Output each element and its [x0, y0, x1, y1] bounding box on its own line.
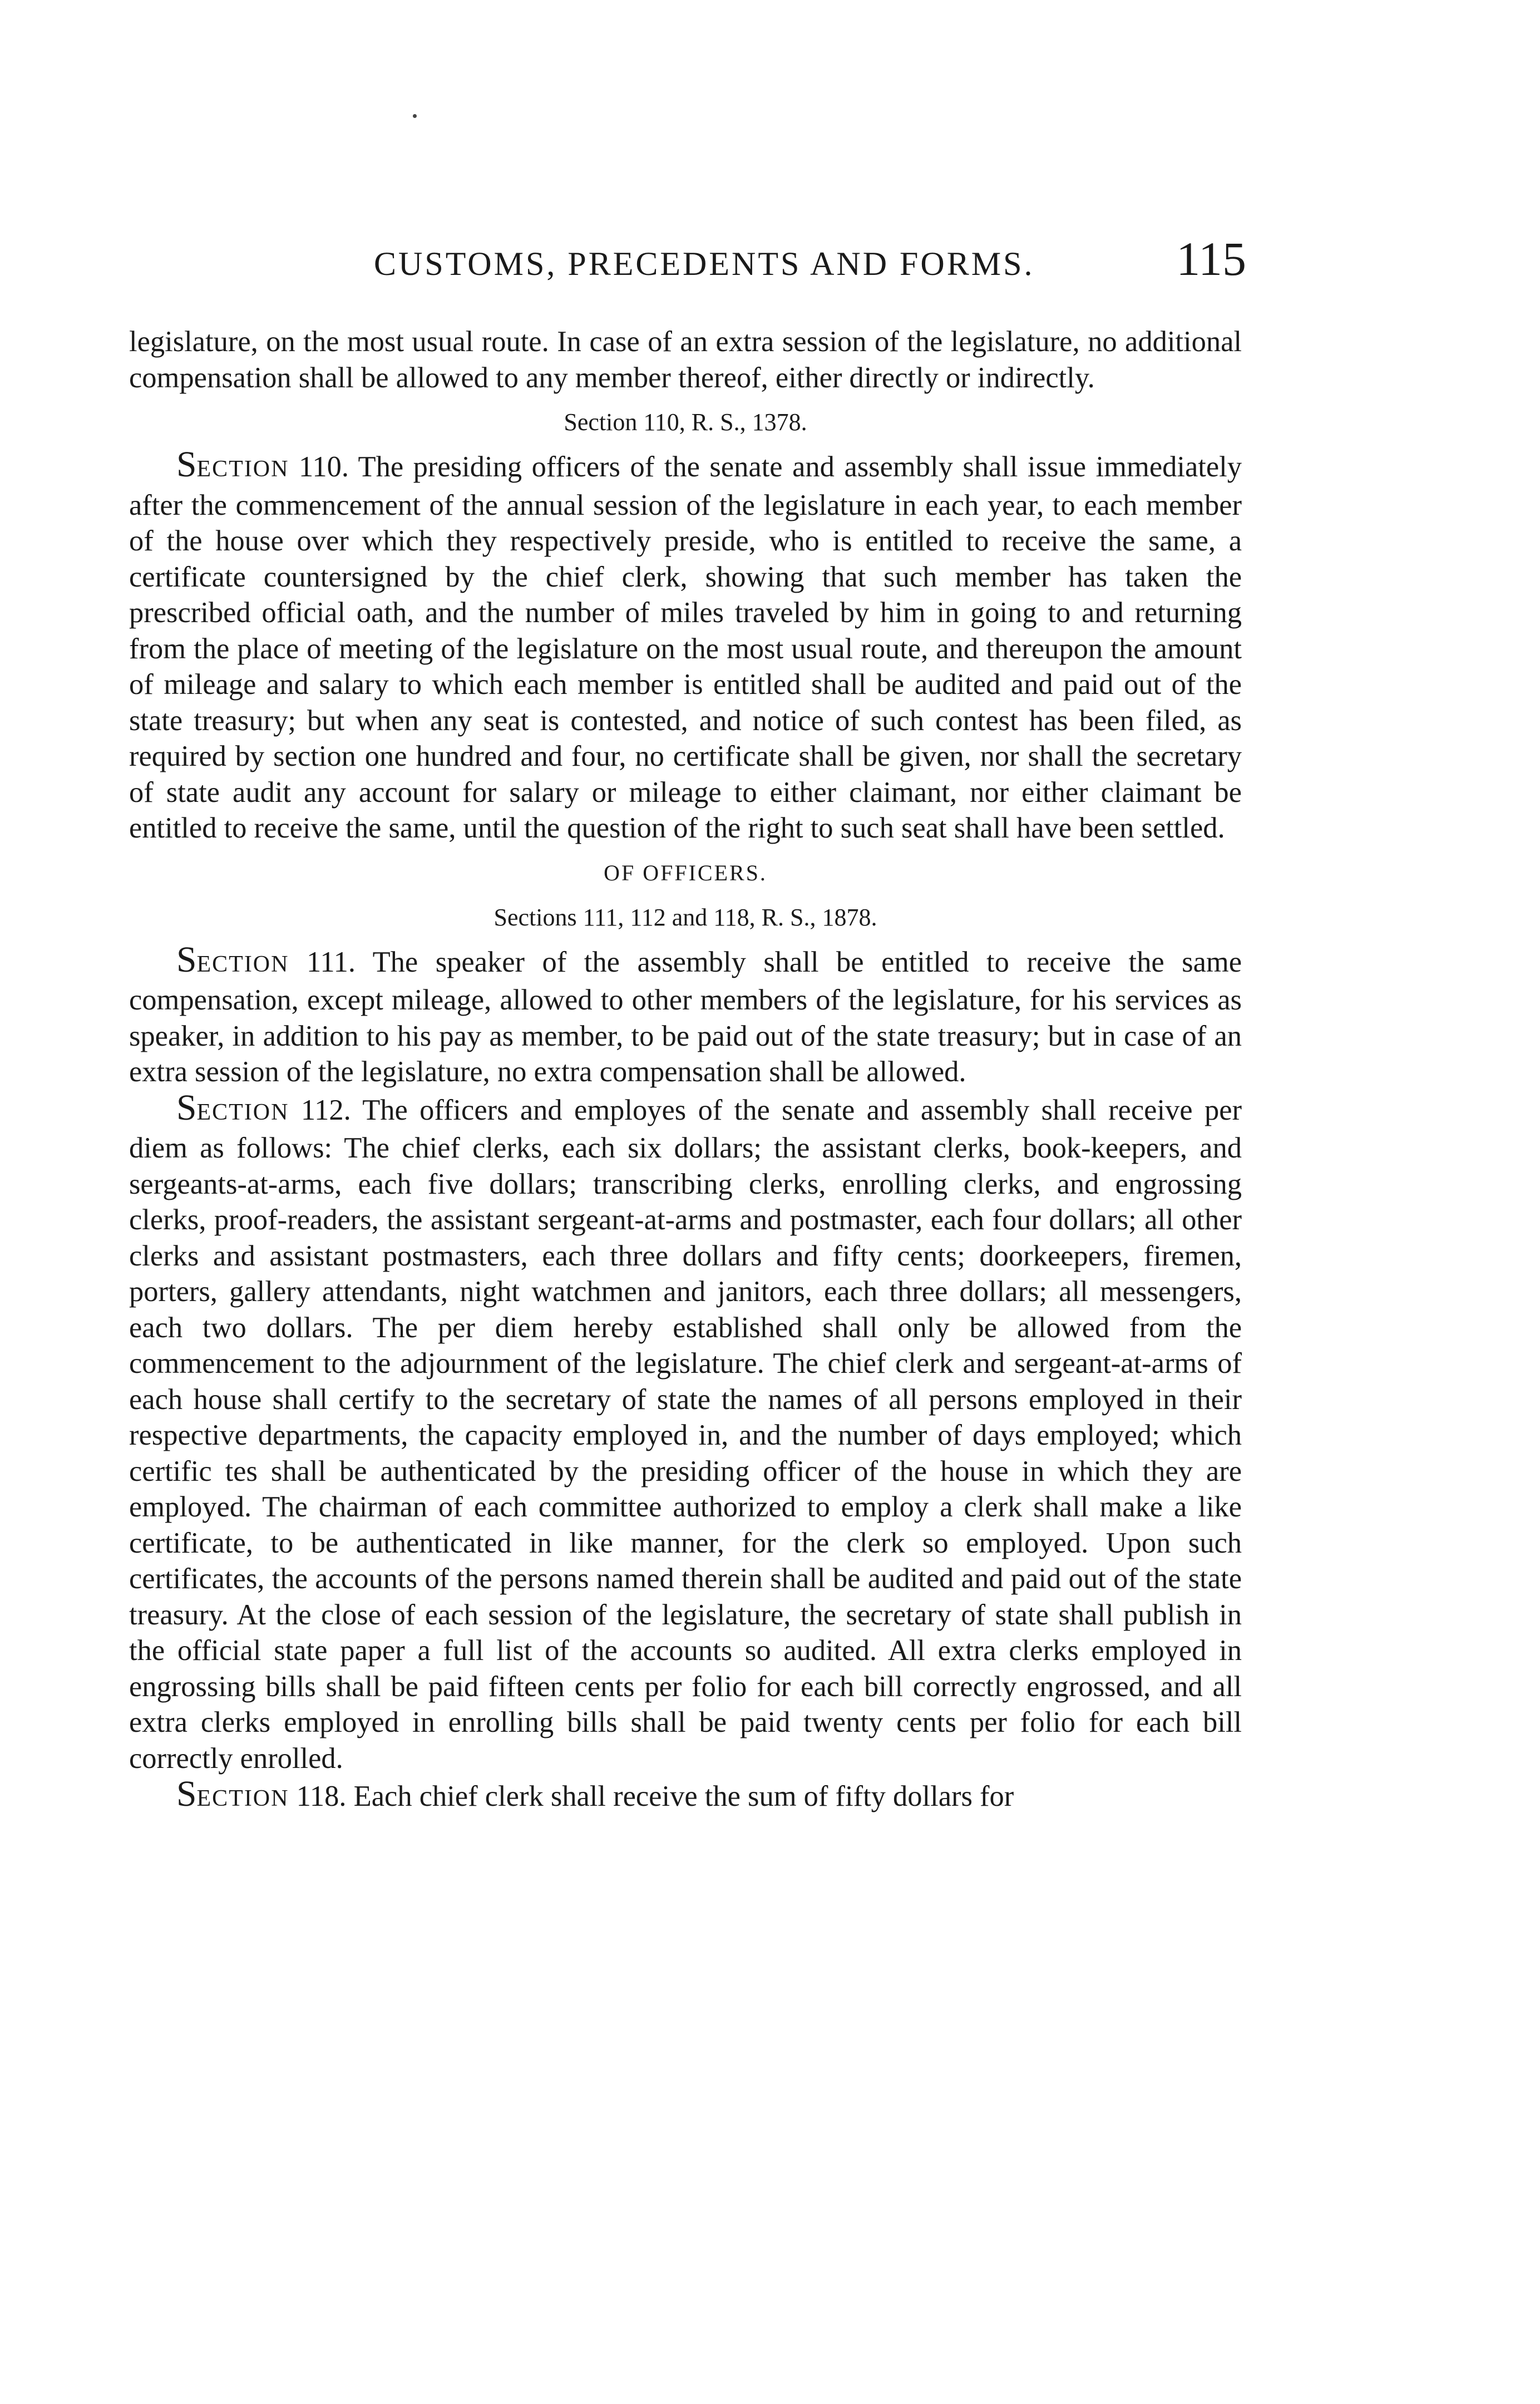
section-110-label: SECTION 110. [176, 445, 349, 485]
continued-paragraph: legislature, on the most usual route. In case of an extra session of the legislature, no additional compensation shall be allowed to any member thereof, either directly or indirectly. [129, 326, 1242, 394]
section-111-text: The speaker of the assembly shall be entitled to receive the same compensation, except mileage, allowed to other members of the legislature, for his services as speaker, in addition to his pay as member, to be paid out of the state treasury; but in case of an extra session of the legislature, no extra compensation shall be allowed. [129, 945, 1242, 1088]
book-page [129, 232, 1246, 1817]
running-head: CUSTOMS, PRECEDENTS AND FORMS. [374, 245, 1035, 282]
section-118-text: Each chief clerk shall receive the sum of fifty dollars for [353, 1780, 1014, 1812]
section-110 [129, 447, 1242, 846]
section-112 [129, 1087, 1242, 1777]
section-111 [129, 939, 1242, 1090]
page-header [129, 232, 1246, 295]
page-number: 115 [1176, 232, 1246, 285]
section-112-label: SECTION 112. [176, 1087, 351, 1128]
section-118 [129, 1776, 1242, 1817]
statute-reference-111: Sections 111, 112 and 118, R. S., 1878. [493, 903, 877, 931]
section-112-text: The officers and employes of the senate and assembly shall receive per diem as follows: The chief clerks, each six dollars; the assistant clerks, book-keepers, and sergeants-at-arms, each five dollars; transcribing clerks, enrolling clerks, and engrossing clerks, proof-readers, the assistant sergeant-at-arms and postmaster, each four dollars; all other clerks and assistant postmasters, each three dollars and fifty cents; doorkeepers, firemen, porters, gallery attendants, night watchmen and janitors, each three dollars; all messengers, each two dollars. The per diem hereby established shall only be allowed from the commencement to the adjournment of the legislature. The chief clerk and sergeant-at-arms of each house shall certify to the secretary of state the names of all persons employed in their respective departments, the capacity employed in, and the number of days employed; which certific tes shall be authenticated by the presiding officer of the house in which they are employed. The chairman of each committee authorized to employ a clerk shall make a like certificate, to be authenticated in like manner, for the clerk so employed. Upon such certificates, the accounts of the persons named therein shall be audited and paid out of the state treasury. At the close of each session of the legislature, the secretary of state shall publish in the official state paper a full list of the accounts so audited. All extra clerks employed in engrossing bills shall be paid fifteen cents per folio for each bill correctly engrossed, and all extra clerks employed in enrolling bills shall be paid twenty cents per folio for each bill correctly enrolled. [129, 1093, 1242, 1775]
section-118-label: SECTION 118. [176, 1774, 347, 1814]
section-111-label: SECTION 111. [176, 939, 356, 980]
stray-ink-mark [413, 114, 417, 118]
subheading-officers: OF OFFICERS. [604, 860, 767, 885]
statute-reference-110: Section 110, R. S., 1378. [564, 408, 807, 436]
section-110-text: The presiding officers of the senate and assembly shall issue immediately after the commencement of the annual session of the legislature in each year, to each member of the house over which they respectively preside, who is entitled to receive the same, a certificate countersigned by the chief clerk, showing that such member has taken the prescribed official oath, and the number of miles traveled by him in going to and returning from the place of meeting of the legislature on the most usual route, and thereupon the amount of mileage and salary to which each member is entitled shall be audited and paid out of the state treasury; but when any seat is contested, and notice of such contest has been filed, as required by section one hundred and four, no certificate shall be given, nor shall the secretary of state audit any account for salary or mileage to either claimant, nor either claimant be entitled to receive the same, until the question of the right to such seat shall have been settled. [129, 451, 1242, 844]
